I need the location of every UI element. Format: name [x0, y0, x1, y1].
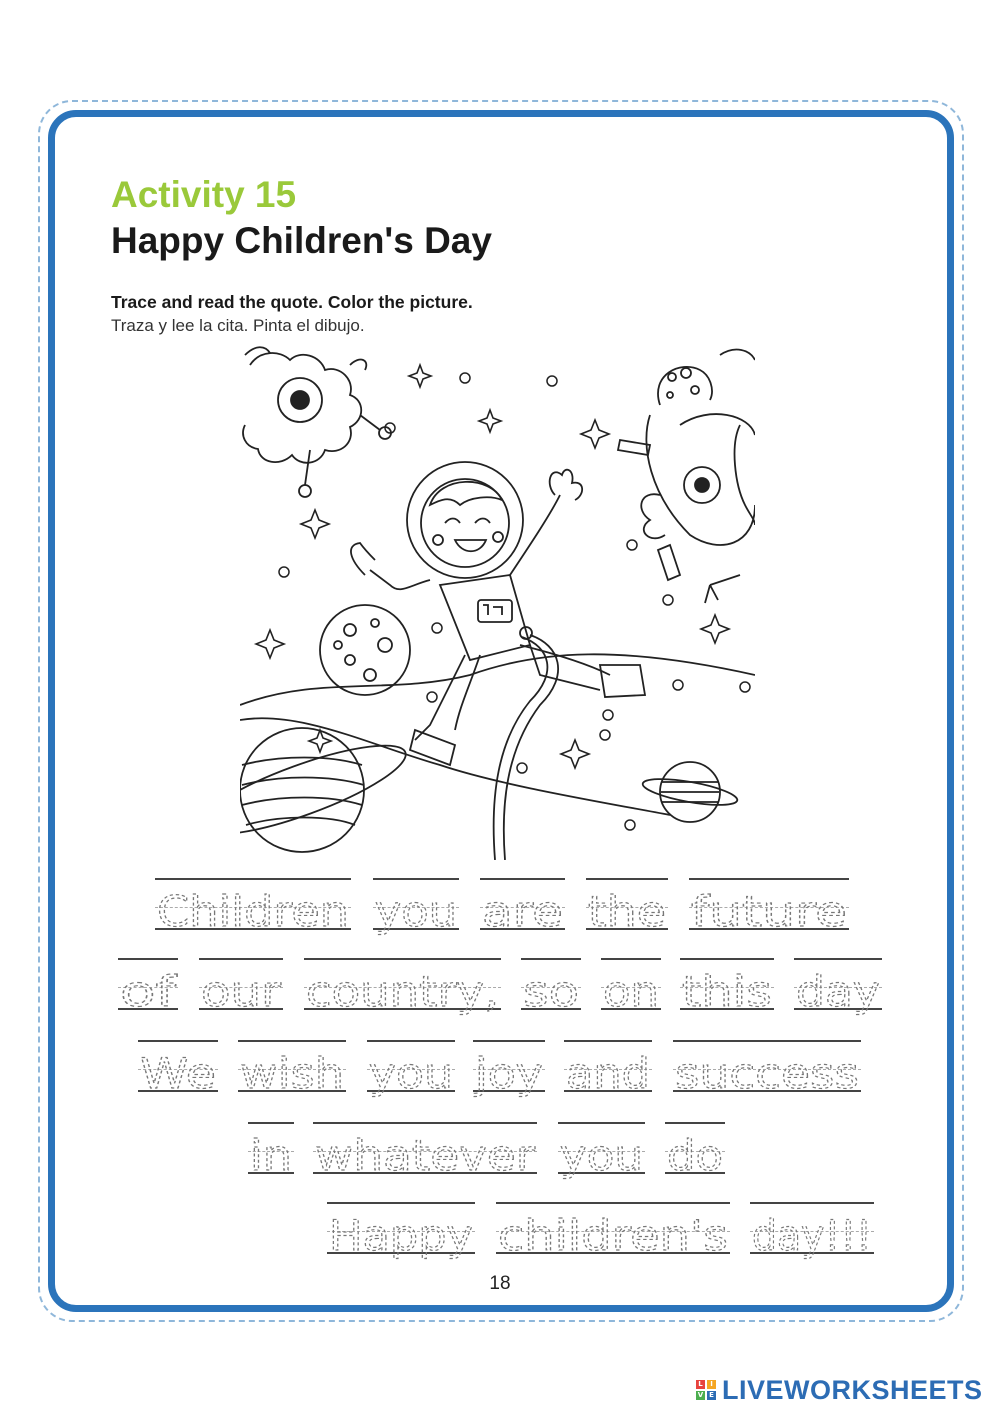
trace-word[interactable]	[521, 958, 581, 1018]
page-title: Happy Children's Day	[111, 220, 492, 261]
svg-text:whatever: whatever	[315, 1131, 536, 1180]
trace-word[interactable]	[118, 958, 178, 1018]
tracing-line-3	[0, 1040, 1000, 1100]
svg-text:Happy: Happy	[329, 1211, 473, 1260]
page-number: 18	[489, 1273, 511, 1294]
trace-word[interactable]	[750, 1202, 874, 1262]
svg-text:are: are	[482, 887, 563, 936]
instruction-spanish: Traza y lee la cita. Pinta el dibujo.	[111, 316, 365, 335]
svg-text:in: in	[250, 1131, 292, 1180]
svg-text:you: you	[369, 1049, 453, 1098]
svg-text:country,: country,	[306, 967, 499, 1016]
activity-label: Activity 15	[111, 174, 297, 215]
ringed-planet-large-icon	[240, 728, 414, 852]
svg-text:success: success	[675, 1049, 859, 1098]
alien-monster-right-icon	[618, 350, 755, 603]
trace-word[interactable]	[155, 878, 351, 938]
svg-text:do: do	[667, 1131, 723, 1180]
tracing-line-4	[0, 1122, 1000, 1182]
svg-text:so: so	[523, 967, 579, 1016]
tracing-line-1	[0, 878, 1000, 938]
trace-word[interactable]	[794, 958, 882, 1018]
astronaut-child-icon	[351, 462, 645, 860]
trace-word[interactable]	[689, 878, 849, 938]
tracing-line-5	[0, 1202, 1000, 1262]
trace-word[interactable]	[327, 1202, 475, 1262]
trace-word[interactable]	[480, 878, 565, 938]
trace-word[interactable]	[680, 958, 774, 1018]
svg-text:children's: children's	[498, 1211, 728, 1260]
svg-text:We: We	[140, 1049, 216, 1098]
trace-word[interactable]	[473, 1040, 545, 1100]
svg-text:Children: Children	[157, 887, 349, 936]
instruction-english: Trace and read the quote. Color the picture.	[111, 292, 473, 312]
astronaut-in-space-illustration	[240, 345, 755, 860]
trace-word[interactable]	[496, 1202, 730, 1262]
cratered-moon-icon	[320, 605, 410, 695]
trace-word[interactable]	[564, 1040, 652, 1100]
svg-text:joy: joy	[473, 1049, 543, 1098]
trace-word[interactable]	[673, 1040, 861, 1100]
svg-text:this: this	[682, 967, 772, 1016]
trace-word[interactable]	[248, 1122, 294, 1182]
trace-word[interactable]	[601, 958, 661, 1018]
svg-text:you: you	[375, 887, 457, 936]
svg-text:future: future	[691, 887, 847, 936]
svg-text:and: and	[566, 1049, 650, 1098]
svg-text:of: of	[120, 967, 178, 1016]
trace-word[interactable]	[665, 1122, 725, 1182]
trace-word[interactable]	[313, 1122, 537, 1182]
svg-text:our: our	[201, 967, 282, 1016]
svg-text:the: the	[588, 887, 666, 936]
svg-text:day: day	[796, 967, 880, 1016]
trace-word[interactable]	[304, 958, 501, 1018]
liveworksheets-brand[interactable]	[696, 1374, 983, 1406]
trace-word[interactable]	[199, 958, 283, 1018]
brand-name: LIVEWORKSHEETS	[722, 1374, 983, 1405]
trace-word[interactable]	[138, 1040, 218, 1100]
svg-text:wish: wish	[240, 1049, 344, 1098]
svg-text:day!!!: day!!!	[752, 1211, 872, 1260]
star-icons	[256, 365, 729, 768]
trace-word[interactable]	[558, 1122, 645, 1182]
trace-word[interactable]	[586, 878, 668, 938]
trace-word[interactable]	[238, 1040, 346, 1100]
liveworksheets-logo-icon: L I V E	[696, 1380, 716, 1400]
svg-text:on: on	[603, 967, 659, 1016]
trace-word[interactable]	[373, 878, 459, 938]
tracing-line-2	[0, 958, 1000, 1018]
trace-word[interactable]	[367, 1040, 455, 1100]
svg-text:you: you	[560, 1131, 643, 1180]
alien-monster-left-icon	[243, 347, 391, 497]
